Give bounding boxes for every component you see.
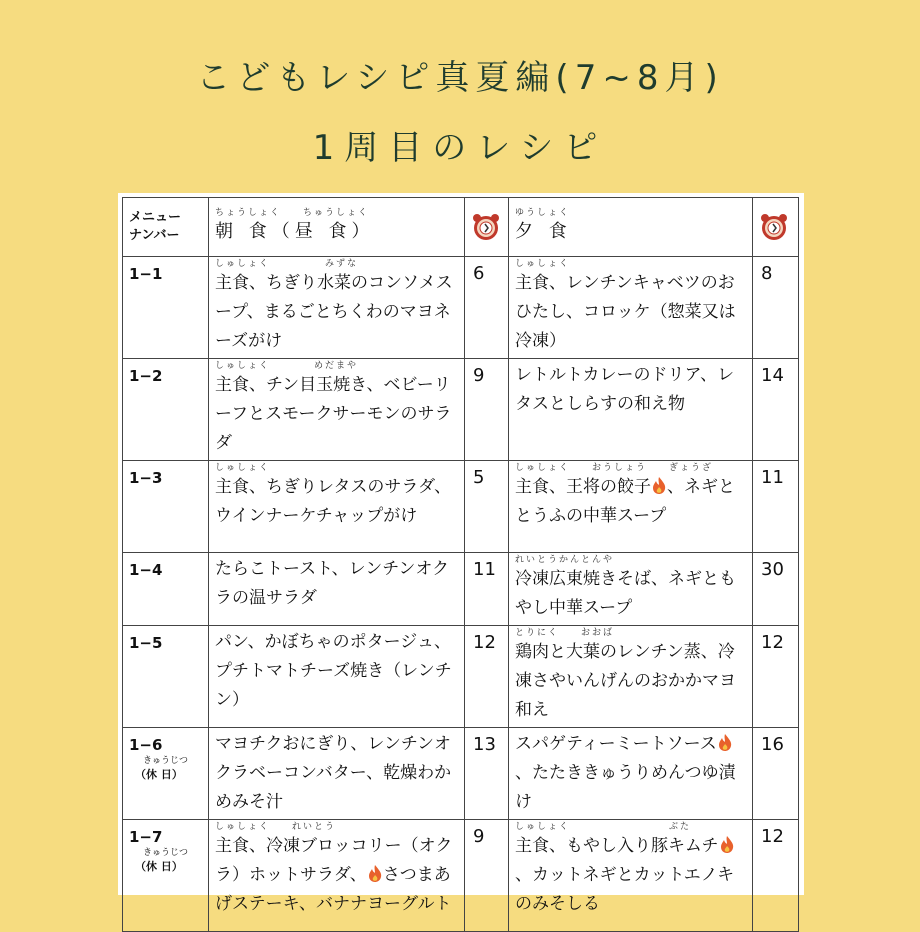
dinner-cell bbox=[509, 553, 753, 626]
dinner-text: 冷凍広東焼きそば、ネギともやし中華スープ bbox=[515, 569, 736, 618]
header-dinner-time bbox=[753, 198, 799, 257]
dinner-minutes: 30 bbox=[753, 553, 799, 626]
dinner-minutes: 8 bbox=[753, 257, 799, 359]
breakfast-text: 主食、ちぎり水菜のコンソメスープ、まるごとちくわのマヨネーズがけ bbox=[215, 273, 453, 351]
menu-number: 1−6 きゅうじつ （休 日） bbox=[123, 728, 209, 820]
dinner-text-continued: 、カットネギとカットエノキのみそしる bbox=[515, 865, 735, 914]
dinner-text-continued: 、たたききゅうりめんつゆ漬け bbox=[515, 763, 736, 812]
breakfast-text-continued: さつまあげステーキ、バナナヨーグルト bbox=[215, 865, 452, 914]
ruby-text: しゅしょく bbox=[515, 259, 571, 269]
header-dinner-label: 夕 食 bbox=[515, 220, 572, 242]
table-row bbox=[123, 553, 799, 626]
dinner-text-continued: 、ネギととうふの中華スープ bbox=[515, 477, 735, 526]
ruby-text: しゅしょく れいとう bbox=[215, 822, 337, 832]
table-row bbox=[123, 626, 799, 728]
page-subtitle: 1周目のレシピ bbox=[312, 128, 608, 168]
dinner-minutes: 16 bbox=[753, 728, 799, 820]
header-dinner-ruby: ゆうしょく bbox=[515, 207, 571, 218]
table-row bbox=[123, 728, 799, 820]
breakfast-minutes: 9 bbox=[465, 820, 509, 932]
page-title: こどもレシピ真夏編(7~8月) bbox=[196, 58, 724, 98]
menu-number: 1−7 きゅうじつ （休 日） bbox=[123, 820, 209, 932]
header-dinner bbox=[509, 198, 753, 257]
header-breakfast-time bbox=[465, 198, 509, 257]
breakfast-minutes: 6 bbox=[465, 257, 509, 359]
dinner-minutes: 14 bbox=[753, 359, 799, 461]
recipe-table bbox=[122, 197, 799, 932]
ruby-text: とりにく おおば bbox=[515, 628, 615, 638]
fire-icon bbox=[719, 835, 735, 854]
dinner-text: 主食、王将の餃子 bbox=[515, 477, 651, 497]
breakfast-cell bbox=[209, 553, 465, 626]
menu-number: 1−3 bbox=[123, 461, 209, 553]
table-row bbox=[123, 461, 799, 553]
table-row bbox=[123, 257, 799, 359]
header-number-label-1: メニュー bbox=[129, 210, 182, 225]
dinner-text: レトルトカレーのドリア、レタスとしらすの和え物 bbox=[515, 365, 735, 414]
alarm-clock-icon bbox=[759, 212, 789, 242]
breakfast-minutes: 9 bbox=[465, 359, 509, 461]
dinner-text: スパゲティーミートソース bbox=[515, 734, 717, 754]
table-header-row bbox=[123, 198, 799, 257]
table-row bbox=[123, 359, 799, 461]
breakfast-minutes: 13 bbox=[465, 728, 509, 820]
breakfast-minutes: 12 bbox=[465, 626, 509, 728]
ruby-text: れいとうかんとんや bbox=[515, 555, 615, 565]
dinner-minutes: 12 bbox=[753, 820, 799, 932]
recipe-sheet bbox=[118, 193, 804, 914]
breakfast-cell bbox=[209, 359, 465, 461]
menu-number: 1−4 bbox=[123, 553, 209, 626]
dinner-cell bbox=[509, 359, 753, 461]
holiday-label: （休 日） bbox=[135, 768, 183, 781]
table-row bbox=[123, 820, 799, 932]
breakfast-minutes: 5 bbox=[465, 461, 509, 553]
ruby-text: しゅしょく ぶた bbox=[515, 822, 692, 832]
breakfast-cell bbox=[209, 257, 465, 359]
dinner-cell bbox=[509, 257, 753, 359]
breakfast-cell bbox=[209, 728, 465, 820]
breakfast-cell bbox=[209, 820, 465, 932]
dinner-cell bbox=[509, 820, 753, 932]
header-number-label-2: ナンバー bbox=[129, 228, 180, 243]
header-breakfast bbox=[209, 198, 465, 257]
header-number bbox=[123, 198, 209, 257]
ruby-text: しゅしょく みずな bbox=[215, 259, 359, 269]
dinner-minutes: 12 bbox=[753, 626, 799, 728]
breakfast-text: 主食、ちぎりレタスのサラダ、ウインナーケチャップがけ bbox=[215, 477, 452, 526]
breakfast-cell bbox=[209, 626, 465, 728]
fire-icon bbox=[367, 864, 383, 883]
alarm-clock-icon bbox=[471, 212, 501, 242]
menu-number: 1−2 bbox=[123, 359, 209, 461]
header-breakfast-label: 朝 食（昼 食） bbox=[215, 220, 375, 242]
fire-icon bbox=[717, 733, 733, 752]
breakfast-minutes: 11 bbox=[465, 553, 509, 626]
holiday-ruby: きゅうじつ bbox=[143, 848, 189, 858]
breakfast-text: パン、かぼちゃのポタージュ、プチトマトチーズ焼き（レンチン） bbox=[215, 632, 452, 710]
dinner-text: 主食、レンチンキャベツのおひたし、コロッケ（惣菜又は冷凍） bbox=[515, 273, 736, 351]
ruby-text: しゅしょく めだまや bbox=[215, 361, 359, 371]
fire-icon bbox=[651, 476, 667, 495]
menu-number: 1−5 bbox=[123, 626, 209, 728]
dinner-cell bbox=[509, 728, 753, 820]
dinner-cell bbox=[509, 626, 753, 728]
dinner-cell bbox=[509, 461, 753, 553]
dinner-text: 鶏肉と大葉のレンチン蒸、冷凍さやいんげんのおかかマヨ和え bbox=[515, 642, 736, 720]
ruby-text: しゅしょく bbox=[215, 463, 271, 473]
dinner-minutes: 11 bbox=[753, 461, 799, 553]
breakfast-text: マヨチクおにぎり、レンチンオクラベーコンバター、乾燥わかめみそ汁 bbox=[215, 734, 452, 812]
breakfast-text: 主食、冷凍ブロッコリー（オクラ）ホットサラダ、 bbox=[215, 836, 453, 885]
menu-number: 1−1 bbox=[123, 257, 209, 359]
header-breakfast-ruby: ちょうしょく ちゅうしょく bbox=[215, 207, 370, 218]
dinner-text: 主食、もやし入り豚キムチ bbox=[515, 836, 719, 856]
breakfast-text: たらこトースト、レンチンオクラの温サラダ bbox=[215, 559, 450, 608]
holiday-ruby: きゅうじつ bbox=[143, 756, 189, 766]
breakfast-cell bbox=[209, 461, 465, 553]
holiday-label: （休 日） bbox=[135, 860, 183, 873]
ruby-text: しゅしょく おうしょう ぎょうざ bbox=[515, 463, 714, 473]
breakfast-text: 主食、チン目玉焼き、ベビーリーフとスモークサーモンのサラダ bbox=[215, 375, 452, 453]
